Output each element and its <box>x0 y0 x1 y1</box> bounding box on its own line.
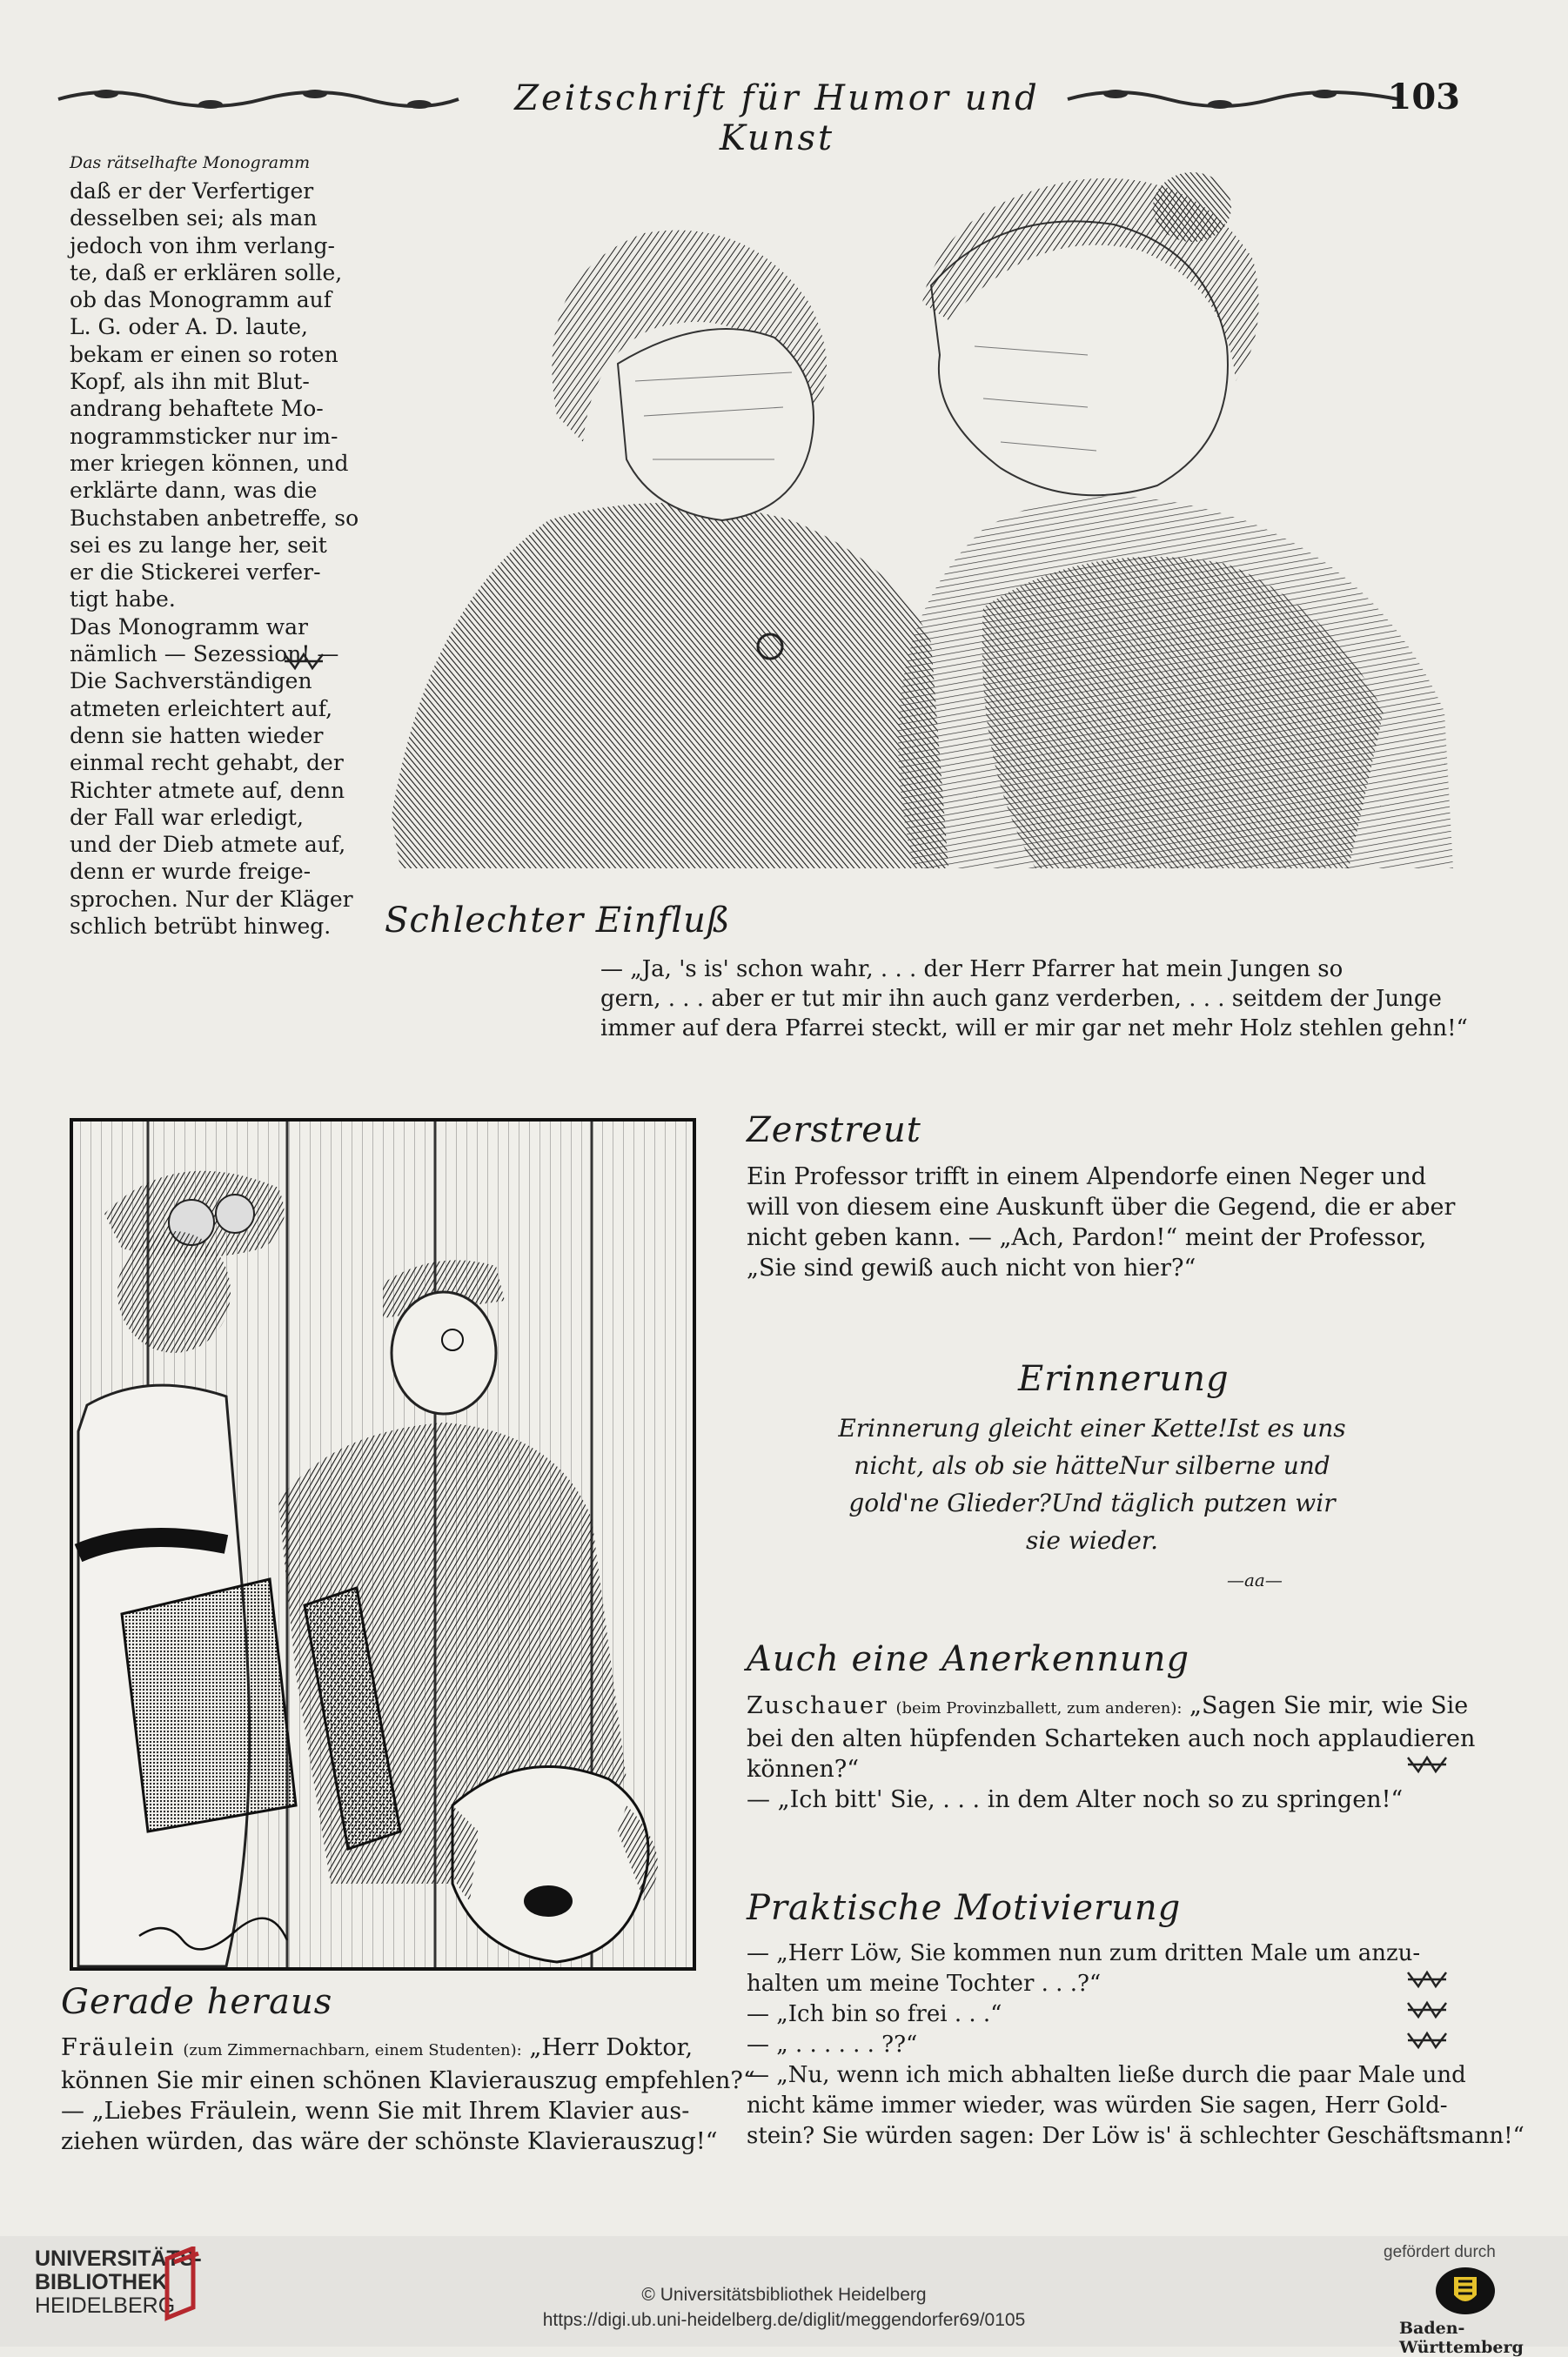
text-line: jedoch von ihm verlang- <box>70 232 335 258</box>
praktische-motivierung-text <box>747 1938 1524 2152</box>
library-line: UNIVERSITÄTS- <box>35 2247 202 2271</box>
text-line: der Fall war erledigt, <box>70 804 304 830</box>
dialog-line: stein? Sie würden sagen: Der Löw is' ä schlechter Geschäftsmann!“ <box>747 2123 1524 2149</box>
text-line: desselben sei; als man <box>70 205 318 231</box>
dialog-row <box>747 1999 1450 2030</box>
anerkennung-text <box>747 1691 1476 1815</box>
text-line: Das Monogramm war <box>70 613 308 639</box>
text-line: nämlich — Sezession! — <box>70 641 339 667</box>
speaker-label: Zuschauer <box>747 1692 888 1719</box>
funded-by-label: gefördert durch <box>1384 2243 1496 2261</box>
gerade-line <box>61 2126 718 2157</box>
dialog-line: — „ . . . . . . ??“ <box>747 2032 918 2058</box>
copyright-text: © Universitätsbibliothek Heidelberg <box>641 2285 927 2305</box>
library-line: HEIDELBERG <box>35 2293 176 2318</box>
heading-erinnerung: Erinnerung <box>1018 1359 1230 1399</box>
text-line: er die Stickerei verfer- <box>70 559 321 586</box>
dialog-row <box>747 1938 1450 1969</box>
dialog-row <box>747 1969 1450 1999</box>
anerkennung-line <box>747 1691 1469 1724</box>
dialog-line: können?“ <box>747 1756 860 1783</box>
text-line: nogrammsticker nur im- <box>70 423 338 449</box>
text-line: Und täglich putzen wir sie wieder. <box>1026 1489 1336 1555</box>
text-line: Buchstaben anbetreffe, so <box>70 505 359 531</box>
gerade-line <box>61 2096 696 2126</box>
dialog-line: — „Nu, wenn ich mich abhalten ließe durch die paar Male und <box>747 2062 1466 2088</box>
stage-direction: (beim Provinzballett, zum anderen): <box>895 1699 1183 1718</box>
heading-schlechter-einfluss: Schlechter Einfluß <box>385 901 731 941</box>
text-line: Erinnerung gleicht einer Kette! <box>838 1414 1228 1443</box>
text-line: L. G. oder A. D. laute, <box>70 314 308 340</box>
text-line: mer kriegen können, und <box>70 450 349 476</box>
text-line: bekam er einen so roten <box>70 341 338 367</box>
text-line: andrang behaftete Mo- <box>70 396 324 422</box>
text-line: gern, . . . aber er tut mir ihn auch ganz verderben, . . . seitdem der Junge <box>600 986 1442 1012</box>
page-header <box>54 71 1460 158</box>
text-line: te, daß er erklären solle, <box>70 259 343 285</box>
erinnerung-poem <box>835 1410 1349 1559</box>
state-name: Baden-Württemberg <box>1399 2319 1524 2357</box>
dialog-row <box>747 2121 1524 2152</box>
text-line: tigt habe. <box>70 586 176 613</box>
text-line: daß er der Verfertiger <box>70 178 314 204</box>
gerade-line <box>61 2032 696 2066</box>
heading-praktische-motivierung: Praktische Motivierung <box>747 1888 1182 1928</box>
stage-direction: (zum Zimmernachbarn, einem Studenten): <box>183 2041 522 2059</box>
column-subhead: Das rätselhafte Monogramm <box>70 153 311 172</box>
state-coat-of-arms-icon <box>1434 2266 1497 2316</box>
text-line: immer auf dera Pfarrei steckt, will er mir gar net mehr Holz stehlen gehn!“ <box>600 1015 1468 1041</box>
dialog-line: — „Liebes Fräulein, wenn Sie mit Ihrem Klavier aus- <box>61 2098 690 2125</box>
text-line: sprochen. Nur der Kläger <box>70 886 353 912</box>
text-line: Die Sachverständigen <box>70 668 312 694</box>
library-line: BIBLIOTHEK <box>35 2270 168 2294</box>
text-line: und der Dieb atmete auf, <box>70 832 346 858</box>
dialog-row <box>747 2060 1466 2091</box>
anerkennung-line <box>747 1724 1476 1754</box>
gerade-heraus-text <box>61 2032 755 2157</box>
schlechter-einfluss-text <box>600 954 1468 1043</box>
text-line: denn sie hatten wieder <box>70 722 324 748</box>
ornament-glyph <box>1404 1969 1450 1990</box>
zerstreut-text <box>747 1162 1456 1283</box>
dialog-line: halten um meine Tochter . . .?“ <box>747 1971 1102 1997</box>
ornament-glyph <box>1404 1754 1450 1775</box>
text-line: denn er wurde freige- <box>70 859 312 885</box>
text-line: ob das Monogramm auf <box>70 287 332 313</box>
ornament-glyph <box>1404 1999 1450 2020</box>
dialog-row <box>747 2030 1450 2060</box>
page-number: 103 <box>1387 77 1460 117</box>
text-line: atmeten erleichtert auf, <box>70 695 333 721</box>
right-ornament <box>1063 84 1403 115</box>
dialog-line: „Herr Doktor, <box>529 2034 694 2061</box>
dialog-line: — „Ich bitt' Sie, . . . in dem Alter noch so zu springen!“ <box>747 1786 1404 1813</box>
heading-zerstreut: Zerstreut <box>747 1110 921 1150</box>
text-line: will von diesem eine Auskunft über die Gegend, die er aber <box>747 1194 1456 1221</box>
ornament-glyph <box>281 651 326 672</box>
page-title: Zeitschrift für Humor und Kunst <box>514 78 1040 158</box>
text-line: Ein Professor trifft in einem Alpendorfe einen Neger und <box>747 1163 1427 1190</box>
text-line: Kopf, als ihn mit Blut- <box>70 369 310 395</box>
text-line: Ist es uns nicht, als ob sie hätte <box>854 1414 1346 1480</box>
text-line: einmal recht gehabt, der <box>70 750 344 776</box>
dialog-line: bei den alten hüpfenden Scharteken auch noch applaudieren <box>747 1725 1476 1752</box>
anerkennung-line <box>747 1784 1450 1815</box>
street-scene-illustration <box>70 1118 696 1971</box>
heading-gerade-heraus: Gerade heraus <box>61 1982 333 2022</box>
text-line: „Sie sind gewiß auch nicht von hier?“ <box>747 1255 1196 1282</box>
dialog-line: — „Ich bin so frei . . .“ <box>747 2001 1002 2027</box>
ornament-glyph <box>1404 2030 1450 2051</box>
monogramm-text <box>70 177 359 940</box>
poem-signature: —aa— <box>1227 1570 1283 1590</box>
text-line: Nur silberne und gold'ne Glieder? <box>848 1451 1330 1517</box>
text-line: — „Ja, 's is' schon wahr, . . . der Herr Pfarrer hat mein Jungen so <box>600 956 1344 982</box>
two-women-illustration <box>374 155 1462 886</box>
heading-anerkennung: Auch eine Anerkennung <box>747 1639 1190 1679</box>
dialog-line: — „Herr Löw, Sie kommen nun zum dritten Male um anzu- <box>747 1940 1421 1966</box>
text-line: Richter atmete auf, denn <box>70 777 345 803</box>
dialog-row <box>747 2091 1450 2121</box>
text-line: nicht geben kann. — „Ach, Pardon!“ meint der Professor, <box>747 1224 1427 1251</box>
dialog-line: „Sagen Sie mir, wie Sie <box>1189 1692 1469 1719</box>
dialog-line: ziehen würden, das wäre der schönste Klavierauszug!“ <box>61 2128 718 2155</box>
text-line: erklärte dann, was die <box>70 478 318 504</box>
text-line: schlich betrübt hinweg. <box>70 914 332 940</box>
text-line: sei es zu lange her, seit <box>70 532 327 558</box>
gerade-line <box>61 2066 755 2096</box>
dialog-line: können Sie mir einen schönen Klavierauszug empfehlen?“ <box>61 2067 755 2094</box>
anerkennung-line <box>747 1754 1450 1784</box>
left-ornament <box>54 84 463 115</box>
dialog-line: nicht käme immer wieder, was würden Sie sagen, Herr Gold- <box>747 2093 1448 2119</box>
permalink-url[interactable]: https://digi.ub.uni-heidelberg.de/diglit/meggendorfer69/0105 <box>542 2310 1026 2330</box>
speaker-label: Fräulein <box>61 2034 176 2061</box>
